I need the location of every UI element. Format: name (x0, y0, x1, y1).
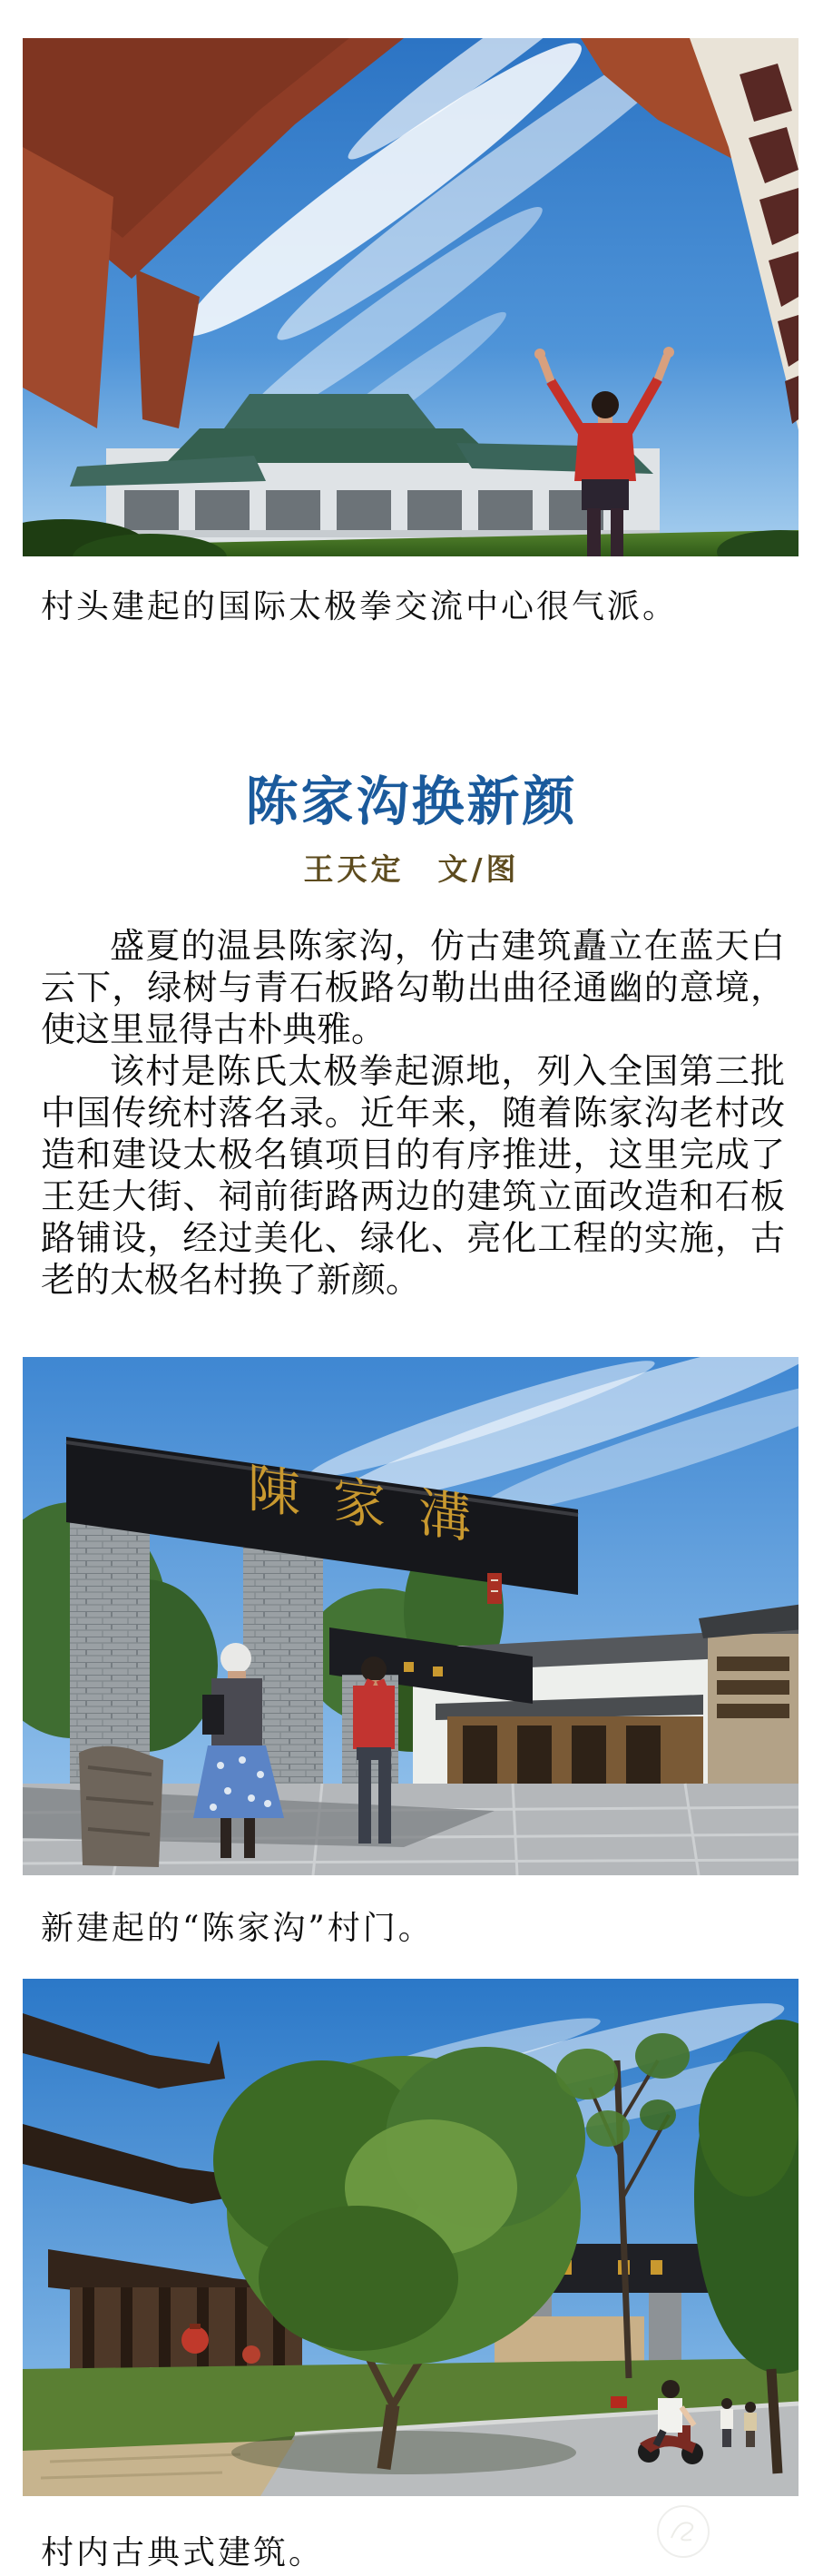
figure2-caption: 新建起的“陈家沟”村门。 (41, 1910, 434, 1947)
photo-taiji-center[interactable] (23, 38, 799, 556)
gate-plaque-char-3: 溝 (418, 1481, 472, 1551)
photo-village-gate-art (23, 1357, 799, 1875)
paragraph-2: 该村是陈氏太极拳起源地，列入全国第三批中国传统村落名录。近年来，随着陈家沟老村改造和建设太极名镇项目的有序推进，这里完成了王廷大街、祠前街路两边的建筑立面改造和石板路铺设，经过美化、绿化、亮化工程的实施，古老的太极名村换了新颜。 (41, 1053, 785, 1300)
red-sign (611, 2396, 627, 2408)
photo-village-gate[interactable] (23, 1357, 799, 1875)
photo-classical-buildings-art (23, 1979, 799, 2496)
side-beam-gold-mark-2 (433, 1667, 443, 1676)
side-beam-gold-mark (404, 1662, 414, 1672)
gate-plaque-char-2: 家 (333, 1469, 387, 1539)
gate-plaque-char-1: 陳 (248, 1457, 301, 1527)
article-body (41, 926, 785, 1302)
figure1-caption: 村头建起的国际太极拳交流中心很气派。 (41, 588, 679, 625)
figure3-caption: 村内古典式建筑。 (41, 2534, 325, 2571)
watermark-seal (657, 2505, 710, 2558)
gate-seal-mark (487, 1573, 502, 1604)
tree-shadow (231, 2431, 576, 2474)
photo-classical-buildings[interactable] (23, 1979, 799, 2496)
watermark-squiggle (659, 2507, 708, 2556)
article-byline: 王天定 文/图 (303, 851, 520, 887)
article-title: 陈家沟换新颜 (245, 772, 578, 831)
photo-taiji-center-art (23, 38, 799, 556)
stone-monument (79, 1746, 163, 1867)
paragraph-1: 盛夏的温县陈家沟，仿古建筑矗立在蓝天白云下，绿树与青石板路勾勒出曲径通幽的意境，使这里显得古朴典雅。 (41, 928, 785, 1049)
